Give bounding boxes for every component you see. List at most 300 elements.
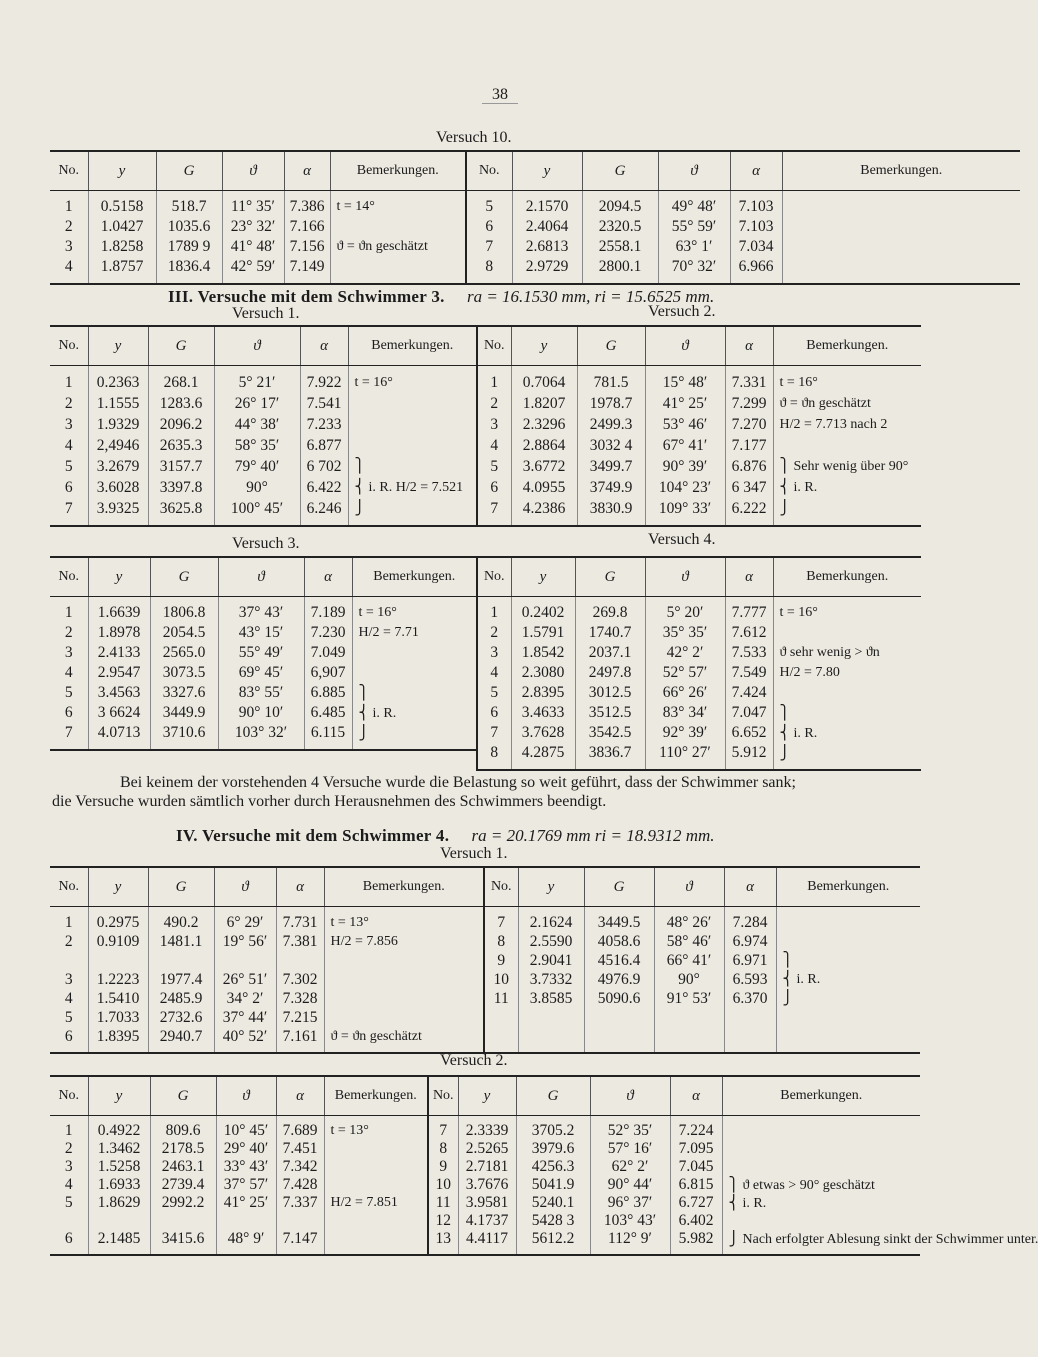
cell-y: 0.7064	[511, 372, 577, 393]
cell-y: 2.1570	[512, 197, 582, 217]
cell-alpha: 6.246	[300, 498, 348, 519]
cell-no: 8	[428, 1140, 458, 1158]
header-theta: ϑ	[658, 151, 730, 191]
cell-theta: 63° 1′	[658, 237, 730, 257]
cell-alpha: 6.115	[304, 723, 352, 743]
spacer-cell	[658, 277, 730, 284]
cell-alpha: 6.815	[670, 1176, 722, 1194]
cell-alpha: 7.424	[725, 683, 773, 703]
cell-remarks	[324, 1140, 428, 1158]
table-row	[50, 951, 920, 970]
header-g: G	[516, 1076, 590, 1116]
cell-g: 3830.9	[577, 498, 645, 519]
note-line-1: Bei keinem der vorstehenden 4 Versuche wurde die Belastung so weit geführt, dass der Schwimmer sank;	[120, 774, 796, 791]
spacer-cell	[512, 277, 582, 284]
cell-g: 2054.5	[150, 623, 218, 643]
cell-g: 2635.3	[148, 435, 214, 456]
cell-no: 3	[64, 415, 73, 433]
cell-theta: 37° 43′	[218, 603, 304, 623]
header-y: y	[88, 557, 150, 597]
cell-alpha: 7.103	[730, 197, 782, 217]
header-remarks: Bemerkungen.	[776, 867, 920, 907]
cell-theta: 23° 32′	[222, 217, 284, 237]
cell-remarks: ⎭	[773, 498, 921, 519]
cell-theta: 5° 20′	[645, 603, 725, 623]
cell-no: 3	[64, 1158, 73, 1175]
cell-alpha: 7.166	[284, 217, 330, 237]
table-row	[477, 643, 921, 663]
section-4-heading	[176, 826, 715, 846]
table-row	[50, 1027, 920, 1046]
cell-theta	[654, 1008, 724, 1027]
table-row	[477, 456, 921, 477]
cell-y: 3.6028	[88, 477, 148, 498]
caption-s3-versuch-3: Versuch 3.	[232, 535, 300, 552]
cell-no: 2	[477, 623, 511, 643]
cell-remarks	[782, 237, 1020, 257]
cell-y: 2.4064	[512, 217, 582, 237]
cell-no: 5	[477, 683, 511, 703]
cell-remarks	[776, 913, 920, 932]
cell-remarks	[773, 683, 921, 703]
header-no: No.	[477, 557, 511, 597]
header-g: G	[156, 151, 222, 191]
cell-alpha: 6.971	[724, 951, 776, 970]
spacer-cell	[150, 1248, 216, 1255]
header-no: No.	[50, 557, 88, 597]
cell-g: 2499.3	[577, 414, 645, 435]
table-row	[50, 989, 920, 1008]
table-row	[50, 663, 476, 683]
cell-g: 2485.9	[148, 989, 214, 1008]
cell-g: 2320.5	[582, 217, 658, 237]
table-row	[50, 372, 476, 393]
cell-g: 2178.5	[150, 1140, 216, 1158]
cell-theta: 37° 44′	[214, 1008, 276, 1027]
header-row	[50, 326, 476, 366]
cell-alpha: 6,907	[304, 663, 352, 683]
cell-no: 8	[484, 932, 518, 951]
cell-remarks	[324, 1230, 428, 1248]
table-s3-versuch-3	[50, 556, 476, 751]
header-remarks: Bemerkungen.	[352, 557, 476, 597]
table-s3-versuch-1	[50, 325, 476, 527]
cell-alpha: 5.982	[670, 1230, 722, 1248]
cell-theta: 67° 41′	[645, 435, 725, 456]
cell-remarks: H/2 = 7.856	[324, 932, 484, 951]
spacer-cell	[216, 1248, 276, 1255]
spacer-cell	[518, 1046, 584, 1053]
table-row	[50, 1140, 920, 1158]
cell-alpha: 6.885	[304, 683, 352, 703]
spacer-cell	[50, 1248, 88, 1255]
cell-theta: 90°	[214, 477, 300, 498]
cell-y: 1.8395	[88, 1027, 148, 1046]
cell-alpha: 6 347	[725, 477, 773, 498]
spacer-cell	[214, 519, 300, 526]
cell-g: 2463.1	[150, 1158, 216, 1176]
cell-alpha: 7.230	[304, 623, 352, 643]
cell-theta: 62° 2′	[590, 1158, 670, 1176]
cell-theta: 19° 56′	[214, 932, 276, 951]
cell-alpha	[276, 1212, 324, 1230]
cell-no: 3	[64, 970, 73, 988]
cell-g: 5428 3	[516, 1212, 590, 1230]
header-y: y	[518, 867, 584, 907]
cell-g: 3749.9	[577, 477, 645, 498]
cell-no: 9	[428, 1158, 458, 1176]
cell-theta: 10° 45′	[216, 1122, 276, 1140]
cell-no: 11	[428, 1194, 458, 1212]
spacer-cell	[428, 1248, 458, 1255]
cell-alpha: 7.215	[276, 1008, 324, 1027]
cell-alpha: 7.731	[276, 913, 324, 932]
cell-g: 5612.2	[516, 1230, 590, 1248]
cell-alpha: 7.284	[724, 913, 776, 932]
table-row	[477, 623, 921, 643]
spacer-cell	[88, 519, 148, 526]
cell-theta: 83° 55′	[218, 683, 304, 703]
cell-theta: 42° 59′	[222, 257, 284, 277]
cell-theta: 55° 59′	[658, 217, 730, 237]
cell-alpha: 7.189	[304, 603, 352, 623]
cell-y: 2.3296	[511, 414, 577, 435]
cell-g: 518.7	[156, 197, 222, 217]
cell-theta: 112° 9′	[590, 1230, 670, 1248]
cell-remarks	[776, 1008, 920, 1027]
cell-theta: 100° 45′	[214, 498, 300, 519]
cell-theta: 91° 53′	[654, 989, 724, 1008]
header-alpha: α	[284, 151, 330, 191]
cell-remarks: ⎨ i. R.	[773, 723, 921, 743]
cell-no: 5	[64, 684, 73, 701]
table-row	[50, 237, 1020, 257]
cell-alpha: 6.876	[725, 456, 773, 477]
cell-remarks	[324, 989, 484, 1008]
spacer-cell	[88, 1248, 150, 1255]
cell-no: 2	[64, 932, 73, 950]
header-no: No.	[477, 326, 511, 366]
spacer-row	[50, 277, 1020, 284]
caption-s4-versuch-1: Versuch 1.	[440, 845, 508, 862]
cell-g: 269.8	[575, 603, 645, 623]
cell-g: 3705.2	[516, 1122, 590, 1140]
header-no: No.	[484, 867, 518, 907]
cell-y: 2.1624	[518, 913, 584, 932]
table-s4-versuch-1	[50, 866, 920, 1054]
cell-y: 1.1555	[88, 393, 148, 414]
cell-y: 2.5590	[518, 932, 584, 951]
cell-theta: 11° 35′	[222, 197, 284, 217]
cell-alpha: 7.299	[725, 393, 773, 414]
cell-g: 3415.6	[150, 1230, 216, 1248]
header-g: G	[575, 557, 645, 597]
cell-theta	[216, 1212, 276, 1230]
header-alpha: α	[300, 326, 348, 366]
cell-alpha: 7.147	[276, 1230, 324, 1248]
cell-g: 2992.2	[150, 1194, 216, 1212]
cell-theta: 55° 49′	[218, 643, 304, 663]
cell-y	[88, 951, 148, 970]
spacer-cell	[330, 277, 466, 284]
cell-y: 4.0955	[511, 477, 577, 498]
table-row	[50, 1158, 920, 1176]
cell-remarks	[722, 1158, 920, 1176]
spacer-cell	[348, 519, 476, 526]
table-row	[50, 683, 476, 703]
spacer-row	[477, 519, 921, 526]
header-remarks: Bemerkungen.	[348, 326, 476, 366]
cell-g: 268.1	[148, 372, 214, 393]
cell-theta: 58° 35′	[214, 435, 300, 456]
cell-y: 4.0713	[88, 723, 150, 743]
cell-y: 4.2875	[511, 743, 575, 763]
cell-g: 3012.5	[575, 683, 645, 703]
header-remarks: Bemerkungen.	[722, 1076, 920, 1116]
cell-g: 1836.4	[156, 257, 222, 277]
header-no: No.	[50, 1076, 88, 1116]
cell-y: 3.6772	[511, 456, 577, 477]
cell-no	[50, 1212, 88, 1230]
cell-no: 6	[64, 478, 73, 496]
cell-remarks: ⎭	[773, 743, 921, 763]
cell-no: 8	[466, 257, 512, 277]
spacer-cell	[782, 277, 1020, 284]
spacer-cell	[511, 519, 577, 526]
cell-theta: 41° 25′	[645, 393, 725, 414]
cell-theta: 96° 37′	[590, 1194, 670, 1212]
spacer-cell	[477, 519, 511, 526]
cell-alpha: 7.095	[670, 1140, 722, 1158]
caption-s3-versuch-1: Versuch 1.	[232, 305, 300, 322]
cell-alpha: 7.045	[670, 1158, 722, 1176]
spacer-cell	[511, 763, 575, 770]
cell-g	[584, 1008, 654, 1027]
cell-y: 3.9581	[458, 1194, 516, 1212]
spacer-cell	[352, 743, 476, 750]
cell-alpha: 7.233	[300, 414, 348, 435]
cell-alpha: 7.149	[284, 257, 330, 277]
caption-s3-versuch-2: Versuch 2.	[648, 303, 716, 320]
cell-alpha: 7.049	[304, 643, 352, 663]
cell-y: 1.8207	[511, 393, 577, 414]
cell-g: 3836.7	[575, 743, 645, 763]
cell-theta: 90°	[654, 970, 724, 989]
cell-y	[518, 1008, 584, 1027]
cell-g: 3073.5	[150, 663, 218, 683]
header-g: G	[577, 326, 645, 366]
table-s4-versuch-2	[50, 1075, 1038, 1256]
cell-y: 1.5410	[88, 989, 148, 1008]
cell-remarks: ⎫	[776, 951, 920, 970]
cell-g: 2739.4	[150, 1176, 216, 1194]
cell-alpha: 6.652	[725, 723, 773, 743]
cell-remarks: ⎭	[348, 498, 476, 519]
spacer-cell	[276, 1248, 324, 1255]
header-no: No.	[428, 1076, 458, 1116]
cell-y: 1.7033	[88, 1008, 148, 1027]
section-3-roman: III.	[168, 287, 194, 306]
cell-remarks: ⎫	[348, 456, 476, 477]
table-row	[50, 1194, 920, 1212]
cell-no: 2	[64, 1140, 73, 1157]
header-theta: ϑ	[218, 557, 304, 597]
table-row	[50, 414, 476, 435]
section-3-heading	[168, 287, 714, 307]
spacer-cell	[725, 763, 773, 770]
header-y: y	[88, 867, 148, 907]
cell-g: 2096.2	[148, 414, 214, 435]
table-row	[50, 1230, 920, 1248]
table-row	[477, 372, 921, 393]
cell-g	[148, 951, 214, 970]
cell-g: 1789 9	[156, 237, 222, 257]
cell-remarks	[324, 970, 484, 989]
cell-alpha: 7.156	[284, 237, 330, 257]
cell-alpha: 6.370	[724, 989, 776, 1008]
header-g: G	[148, 326, 214, 366]
header-y: y	[511, 326, 577, 366]
cell-no: 4	[477, 435, 511, 456]
cell-alpha: 7.161	[276, 1027, 324, 1046]
cell-remarks: H/2 = 7.713 nach 2	[773, 414, 921, 435]
cell-y: 0.4922	[88, 1122, 150, 1140]
cell-alpha: 7.337	[276, 1194, 324, 1212]
cell-alpha: 7.386	[284, 197, 330, 217]
cell-remarks: ⎨ i. R.	[722, 1194, 920, 1212]
cell-remarks	[348, 435, 476, 456]
cell-no	[484, 1027, 518, 1046]
cell-theta: 90° 44′	[590, 1176, 670, 1194]
cell-theta: 52° 57′	[645, 663, 725, 683]
cell-alpha: 7.177	[725, 435, 773, 456]
cell-no: 7	[64, 499, 73, 517]
cell-y: 2.3080	[511, 663, 575, 683]
cell-alpha: 6.966	[730, 257, 782, 277]
cell-y: 3.7628	[511, 723, 575, 743]
cell-g: 1283.6	[148, 393, 214, 414]
cell-g: 4058.6	[584, 932, 654, 951]
cell-no: 7	[477, 498, 511, 519]
header-row	[477, 557, 921, 597]
header-y: y	[511, 557, 575, 597]
spacer-cell	[88, 277, 156, 284]
table-row	[50, 498, 476, 519]
table-row	[477, 703, 921, 723]
page-number: 38	[0, 86, 1000, 104]
table-row	[477, 414, 921, 435]
spacer-cell	[645, 519, 725, 526]
header-remarks: Bemerkungen.	[324, 1076, 428, 1116]
cell-theta: 26° 17′	[214, 393, 300, 414]
cell-g: 1740.7	[575, 623, 645, 643]
cell-g: 3499.7	[577, 456, 645, 477]
cell-y: 2.3339	[458, 1122, 516, 1140]
cell-g: 1978.7	[577, 393, 645, 414]
cell-g: 5041.9	[516, 1176, 590, 1194]
caption-s3-versuch-4: Versuch 4.	[648, 531, 716, 548]
cell-remarks: ϑ sehr wenig > ϑn	[773, 643, 921, 663]
header-no: No.	[50, 867, 88, 907]
table-s3-versuch-2	[476, 325, 921, 527]
cell-alpha: 7.270	[725, 414, 773, 435]
cell-theta: 40° 52′	[214, 1027, 276, 1046]
spacer-cell	[88, 1046, 148, 1053]
cell-no: 1	[64, 373, 73, 391]
cell-remarks	[330, 257, 466, 277]
cell-no: 2	[64, 624, 73, 641]
cell-no: 12	[428, 1212, 458, 1230]
spacer-row	[50, 519, 476, 526]
cell-g: 490.2	[148, 913, 214, 932]
cell-theta: 29° 40′	[216, 1140, 276, 1158]
cell-g: 2037.1	[575, 643, 645, 663]
cell-no: 4	[64, 989, 73, 1007]
spacer-cell	[773, 519, 921, 526]
header-y: y	[88, 151, 156, 191]
cell-remarks	[324, 951, 484, 970]
cell-remarks: t = 16°	[348, 372, 476, 393]
cell-alpha: 7.612	[725, 623, 773, 643]
header-theta: ϑ	[654, 867, 724, 907]
header-no: No.	[50, 326, 88, 366]
cell-g: 4976.9	[584, 970, 654, 989]
cell-alpha: 7.103	[730, 217, 782, 237]
spacer-cell	[88, 743, 150, 750]
cell-y: 2.8864	[511, 435, 577, 456]
spacer-cell	[50, 519, 88, 526]
header-theta: ϑ	[590, 1076, 670, 1116]
spacer-cell	[654, 1046, 724, 1053]
cell-g: 4516.4	[584, 951, 654, 970]
table-row	[50, 456, 476, 477]
cell-g: 1977.4	[148, 970, 214, 989]
cell-theta	[214, 951, 276, 970]
header-row	[50, 1076, 920, 1116]
header-theta: ϑ	[214, 326, 300, 366]
table-s3-versuch-4	[476, 556, 921, 771]
table-row	[50, 1122, 920, 1140]
cell-remarks	[348, 393, 476, 414]
header-row	[50, 557, 476, 597]
cell-alpha: 7.428	[276, 1176, 324, 1194]
table-row	[50, 257, 1020, 277]
cell-g: 3449.9	[150, 703, 218, 723]
cell-y: 0.5158	[88, 197, 156, 217]
spacer-cell	[477, 763, 511, 770]
cell-theta: 109° 33′	[645, 498, 725, 519]
header-g: G	[582, 151, 658, 191]
cell-no: 1	[64, 913, 73, 931]
cell-remarks: t = 16°	[773, 372, 921, 393]
cell-g: 4256.3	[516, 1158, 590, 1176]
cell-theta: 69° 45′	[218, 663, 304, 683]
spacer-cell	[776, 1046, 920, 1053]
cell-g: 1806.8	[150, 603, 218, 623]
cell-no: 2	[64, 218, 73, 235]
cell-no: 2	[64, 394, 73, 412]
cell-remarks	[782, 217, 1020, 237]
spacer-row	[477, 763, 921, 770]
spacer-cell	[214, 1046, 276, 1053]
cell-g: 3512.5	[575, 703, 645, 723]
cell-remarks: ⎫ ϑ etwas > 90° geschätzt	[722, 1176, 920, 1194]
cell-no: 6	[64, 1027, 73, 1045]
cell-remarks: ⎭	[776, 989, 920, 1008]
table-row	[50, 932, 920, 951]
header-remarks: Bemerkungen.	[773, 326, 921, 366]
cell-no: 9	[484, 951, 518, 970]
